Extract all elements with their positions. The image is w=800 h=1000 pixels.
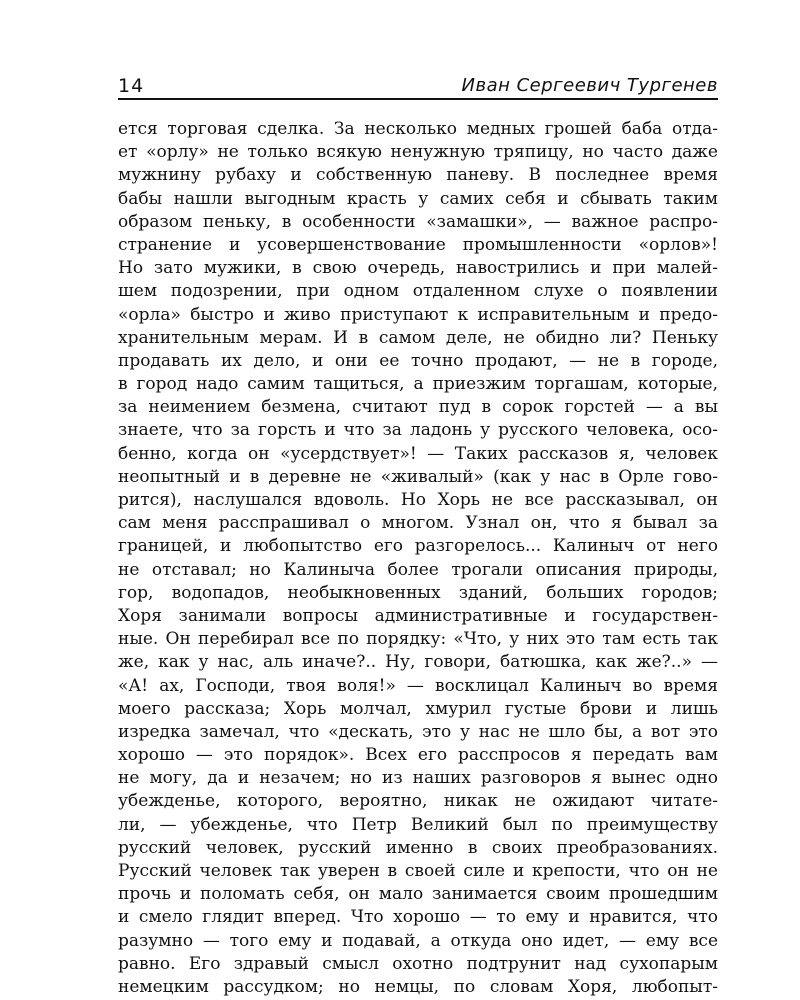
text-line: не могу, да и незачем; но из наших разговоров я вынес одно <box>118 768 718 789</box>
text-line: же, как у нас, аль иначе?.. Ну, говори, батюшка, как же?..» — <box>118 652 718 673</box>
text-line: странение и усовершенствование промышленности «орлов»! <box>118 234 718 255</box>
text-line: Хоря занимали вопросы административные и государствен- <box>118 605 718 626</box>
text-line: ет «орлу» не только всякую ненужную тряпицу, но часто даже <box>118 142 718 163</box>
text-line: образом пеньку, в особенности «замашки», — важное распро- <box>118 211 718 232</box>
text-line: прочь и поломать себя, он мало занимается своим прошедшим <box>118 884 718 905</box>
body-text <box>118 118 718 999</box>
text-line: продавать их дело, и они ее точно продают, — не в городе, <box>118 350 718 371</box>
text-line: хранительным мерам. И в самом деле, не обидно ли? Пеньку <box>118 327 718 348</box>
text-line: немецким рассудком; но немцы, по словам Хоря, любопыт- <box>118 976 718 997</box>
text-line: разумно — того ему и подавай, а откуда оно идет, — ему все <box>118 930 718 951</box>
text-line: «А! ах, Господи, твоя воля!» — восклицал Калиныч во время <box>118 675 718 696</box>
text-line: Русский человек так уверен в своей силе и крепости, что он не <box>118 861 718 881</box>
text-line: равно. Его здравый смысл охотно подтрунит над сухопарым <box>118 953 718 974</box>
text-line: неопытный и в деревне не «живалый» (как у нас в Орле гово- <box>118 466 718 487</box>
text-line: ные. Он перебирал все по порядку: «Что, у них это там есть так <box>118 629 718 650</box>
text-line: сам меня расспрашивал о многом. Узнал он, что я бывал за <box>118 513 718 534</box>
text-line: «орла» быстро и живо приступают к исправительным и предо- <box>118 304 718 325</box>
text-line: моего рассказа; Хорь молчал, хмурил густые брови и лишь <box>118 698 718 719</box>
text-line: рится), наслушался вдоволь. Но Хорь не все рассказывал, он <box>118 490 718 510</box>
text-line: в город надо самим тащиться, а приезжим торгашам, которые, <box>118 374 718 395</box>
page-number: 14 <box>118 75 145 97</box>
text-line: бабы нашли выгодным красть у самих себя и сбывать таким <box>118 188 718 209</box>
running-title: Иван Сергеевич Тургенев <box>461 75 718 96</box>
text-line: изредка замечал, что «дескать, это у нас не шло бы, а вот это <box>118 721 718 742</box>
text-line: за неимением безмена, считают пуд в сорок горстей — а вы <box>118 397 718 418</box>
text-line: хорошо — это порядок». Всех его расспросов я передать вам <box>118 745 718 766</box>
text-line: знаете, что за горсть и что за ладонь у русского человека, осо- <box>118 420 718 441</box>
text-line: и смело глядит вперед. Что хорошо — то ему и нравится, что <box>118 907 718 928</box>
text-line: мужнину рубаху и собственную паневу. В последнее время <box>118 165 718 186</box>
text-line: шем подозрении, при одном отдаленном слухе о появлении <box>118 281 718 302</box>
text-line: не отставал; но Калиныча более трогали описания природы, <box>118 559 718 580</box>
text-line: гор, водопадов, необыкновенных зданий, больших городов; <box>118 582 718 603</box>
text-line: Но зато мужики, в свою очередь, навострились и при малей- <box>118 258 718 279</box>
text-line: убежденье, которого, вероятно, никак не ожидают читате- <box>118 791 718 812</box>
page-header <box>118 74 718 100</box>
text-line: бенно, когда он «усердствует»! — Таких рассказов я, человек <box>118 443 718 464</box>
text-line: русский человек, русский именно в своих преобразованиях. <box>118 837 718 858</box>
text-line: границей, и любопытство его разгорелось... Калиныч от него <box>118 536 718 557</box>
text-line: ли, — убежденье, что Петр Великий был по преимуществу <box>118 814 718 835</box>
text-line: ется торговая сделка. За несколько медных грошей баба отда- <box>118 119 718 139</box>
